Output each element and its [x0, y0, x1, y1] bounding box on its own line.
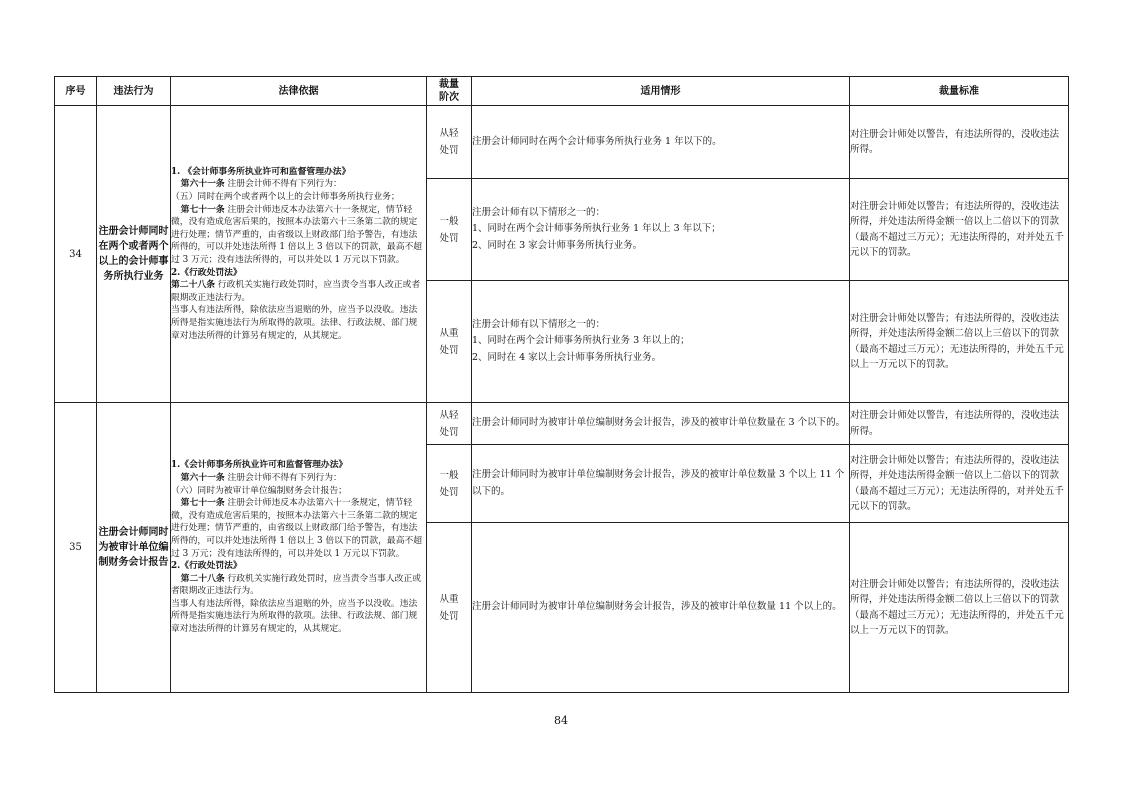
- basis-law-title: 1.《会计师事务所执业许可和监督管理办法》: [171, 460, 348, 471]
- situation-cell: 注册会计师同时为被审计单位编制财务会计报告，涉及的被审计单位数量 3 个以上 11 个以下的。: [472, 445, 850, 523]
- article-label: 第六十一条: [180, 472, 225, 483]
- header-violation: 违法行为: [97, 77, 171, 106]
- situation-line: 1、同时在两个会计师事务所执行业务 3 年以上的；: [472, 335, 690, 347]
- header-no: 序号: [55, 77, 97, 106]
- level-line1: 从轻: [439, 128, 459, 139]
- basis-article: [171, 472, 426, 485]
- level-line2: 处罚: [439, 426, 459, 438]
- article-text: 注册会计师违反本办法第六十一条规定，情节轻微，没有造成危害后果的，按照本办法第六十三条第二款的规定进行处理；情节严重的，由省级以上财政部门给予警告，有违法所得的，可以并处违法所得 1 倍以上 3 倍以下的罚款，最高不超过 3 万元；没有违法所得的，可以并处以 1 万元以下罚款。: [171, 498, 423, 559]
- level-line2: 处罚: [439, 344, 459, 356]
- basis-clause: （五）同时在两个或者两个以上的会计师事务所执行业务；: [171, 192, 400, 203]
- level-line2: 处罚: [439, 610, 459, 622]
- page-number: 84: [554, 714, 568, 727]
- article-text: 行政机关实施行政处罚时，应当责令当事人改正或者限期改正违法行为。: [171, 573, 422, 597]
- level-cell: [427, 523, 472, 693]
- violation-cell: 注册会计师同时在两个或者两个以上的会计师事务所执行业务: [97, 106, 171, 403]
- basis-law-title: 1. 《会计师事务所执业许可和监督管理办法》: [171, 166, 351, 177]
- table-header-row: [55, 77, 1069, 106]
- level-cell: [427, 179, 472, 281]
- basis-law-title: 2.《行政处罚法》: [171, 267, 242, 278]
- header-level-line2: 阶次: [439, 92, 459, 103]
- legal-basis-cell: [171, 106, 427, 403]
- header-level-line1: 裁量: [439, 79, 459, 90]
- header-standard: 裁量标准: [850, 77, 1069, 106]
- level-line1: 从轻: [439, 409, 459, 421]
- penalty-discretion-table: [54, 76, 1069, 693]
- basis-article: [171, 573, 426, 598]
- level-line2: 处罚: [439, 145, 459, 156]
- article-text: 注册会计师不得有下列行为：: [224, 179, 342, 190]
- situation-cell: [472, 281, 850, 403]
- level-line1: 从重: [439, 593, 459, 605]
- basis-article: [171, 497, 426, 560]
- situation-line: 注册会计师有以下情形之一的：: [472, 318, 606, 330]
- article-text: 注册会计师不得有下列行为：: [224, 472, 342, 483]
- level-line1: 从重: [439, 327, 459, 339]
- level-line2: 处罚: [439, 232, 459, 244]
- header-situation: 适用情形: [472, 77, 850, 106]
- basis-law-title: 2.《行政处罚法》: [171, 561, 242, 572]
- situation-line: 1、同时在两个会计师事务所执行业务 1 年以上 3 年以下；: [472, 223, 721, 235]
- table-row: [55, 106, 1069, 179]
- basis-article: [171, 178, 426, 191]
- situation-cell: 注册会计师同时在两个会计师事务所执行业务 1 年以下的。: [472, 106, 850, 179]
- article-label: 第二十八条: [180, 573, 225, 584]
- level-cell: [427, 445, 472, 523]
- standard-cell: 对注册会计师处以警告；有违法所得的，没收违法所得，并处违法所得金额二倍以上三倍以下的罚款（最高不超过三万元）；无违法所得的，并处五千元以上一万元以下的罚款。: [850, 281, 1069, 403]
- situation-line: 2、同时在 3 家会计师事务所执行业务。: [472, 239, 643, 251]
- article-label: 第二十八条: [171, 280, 215, 291]
- situation-cell: 注册会计师同时为被审计单位编制财务会计报告，涉及的被审计单位数量在 3 个以下的。: [472, 403, 850, 445]
- article-label: 第七十一条: [180, 204, 225, 215]
- table-row: [55, 403, 1069, 445]
- article-label: 第六十一条: [180, 179, 225, 190]
- violation-cell: 注册会计师同时为被审计单位编制财务会计报告: [97, 403, 171, 693]
- level-line1: 一般: [439, 215, 459, 227]
- standard-cell: 对注册会计师处以警告，有违法所得的，没收违法所得。: [850, 106, 1069, 179]
- article-text: 注册会计师违反本办法第六十一条规定，情节轻微，没有造成危害后果的，按照本办法第六十三条第二款的规定进行处理；情节严重的，由省级以上财政部门给予警告，有违法所得的，可以并处违法所得 1 倍以上 3 倍以下的罚款，最高不超过 3 万元；没有违法所得的，可以并处以 1 万元以下罚款。: [171, 204, 423, 265]
- situation-cell: [472, 179, 850, 281]
- basis-article: [171, 204, 426, 267]
- situation-cell: 注册会计师同时为被审计单位编制财务会计报告，涉及的被审计单位数量 11 个以上的。: [472, 523, 850, 693]
- row-number: 35: [55, 403, 97, 693]
- standard-cell: 对注册会计师处以警告；有违法所得的，没收违法所得，并处违法所得金额一倍以上二倍以下的罚款（最高不超过三万元）；无违法所得的，对并处五千元以下的罚款。: [850, 445, 1069, 523]
- standard-cell: 对注册会计师处以警告，有违法所得的，没收违法所得。: [850, 403, 1069, 445]
- header-basis: 法律依据: [171, 77, 427, 106]
- standard-cell: 对注册会计师处以警告；有违法所得的，没收违法所得，并处违法所得金额一倍以上二倍以下的罚款（最高不超过三万元）；无违法所得的，对并处五千元以下的罚款。: [850, 179, 1069, 281]
- article-label: 第七十一条: [180, 498, 225, 509]
- article-text: 行政机关实施行政处罚时，应当责令当事人改正或者限期改正违法行为。: [171, 280, 421, 303]
- level-line1: 一般: [439, 469, 459, 481]
- level-cell: [427, 106, 472, 179]
- level-cell: [427, 403, 472, 445]
- header-level: [427, 77, 472, 106]
- basis-paragraph: 当事人有违法所得，除依法应当退赔的外，应当予以没收。违法所得是指实施违法行为所取得的款项。法律、行政法规、部门规章对违法所得的计算另有规定的，从其规定。: [171, 598, 418, 635]
- legal-basis-cell: [171, 403, 427, 693]
- basis-paragraph: 当事人有违法所得，除依法应当退赔的外，应当予以没收。违法所得是指实施违法行为所取得的款项。法律、行政法规、部门规章对违法所得的计算另有规定的，从其规定。: [171, 305, 418, 341]
- situation-line: 注册会计师有以下情形之一的：: [472, 206, 606, 218]
- row-number: 34: [55, 106, 97, 403]
- basis-article: [171, 279, 426, 304]
- standard-cell: 对注册会计师处以警告；有违法所得的，没收违法所得，并处违法所得金额二倍以上三倍以下的罚款（最高不超过三万元）；无违法所得的，并处五千元以上一万元以下的罚款。: [850, 523, 1069, 693]
- level-line2: 处罚: [439, 486, 459, 498]
- level-cell: [427, 281, 472, 403]
- situation-line: 2、同时在 4 家以上会计师事务所执行业务。: [472, 351, 662, 363]
- basis-clause: （六）同时为被审计单位编制财务会计报告；: [171, 485, 347, 496]
